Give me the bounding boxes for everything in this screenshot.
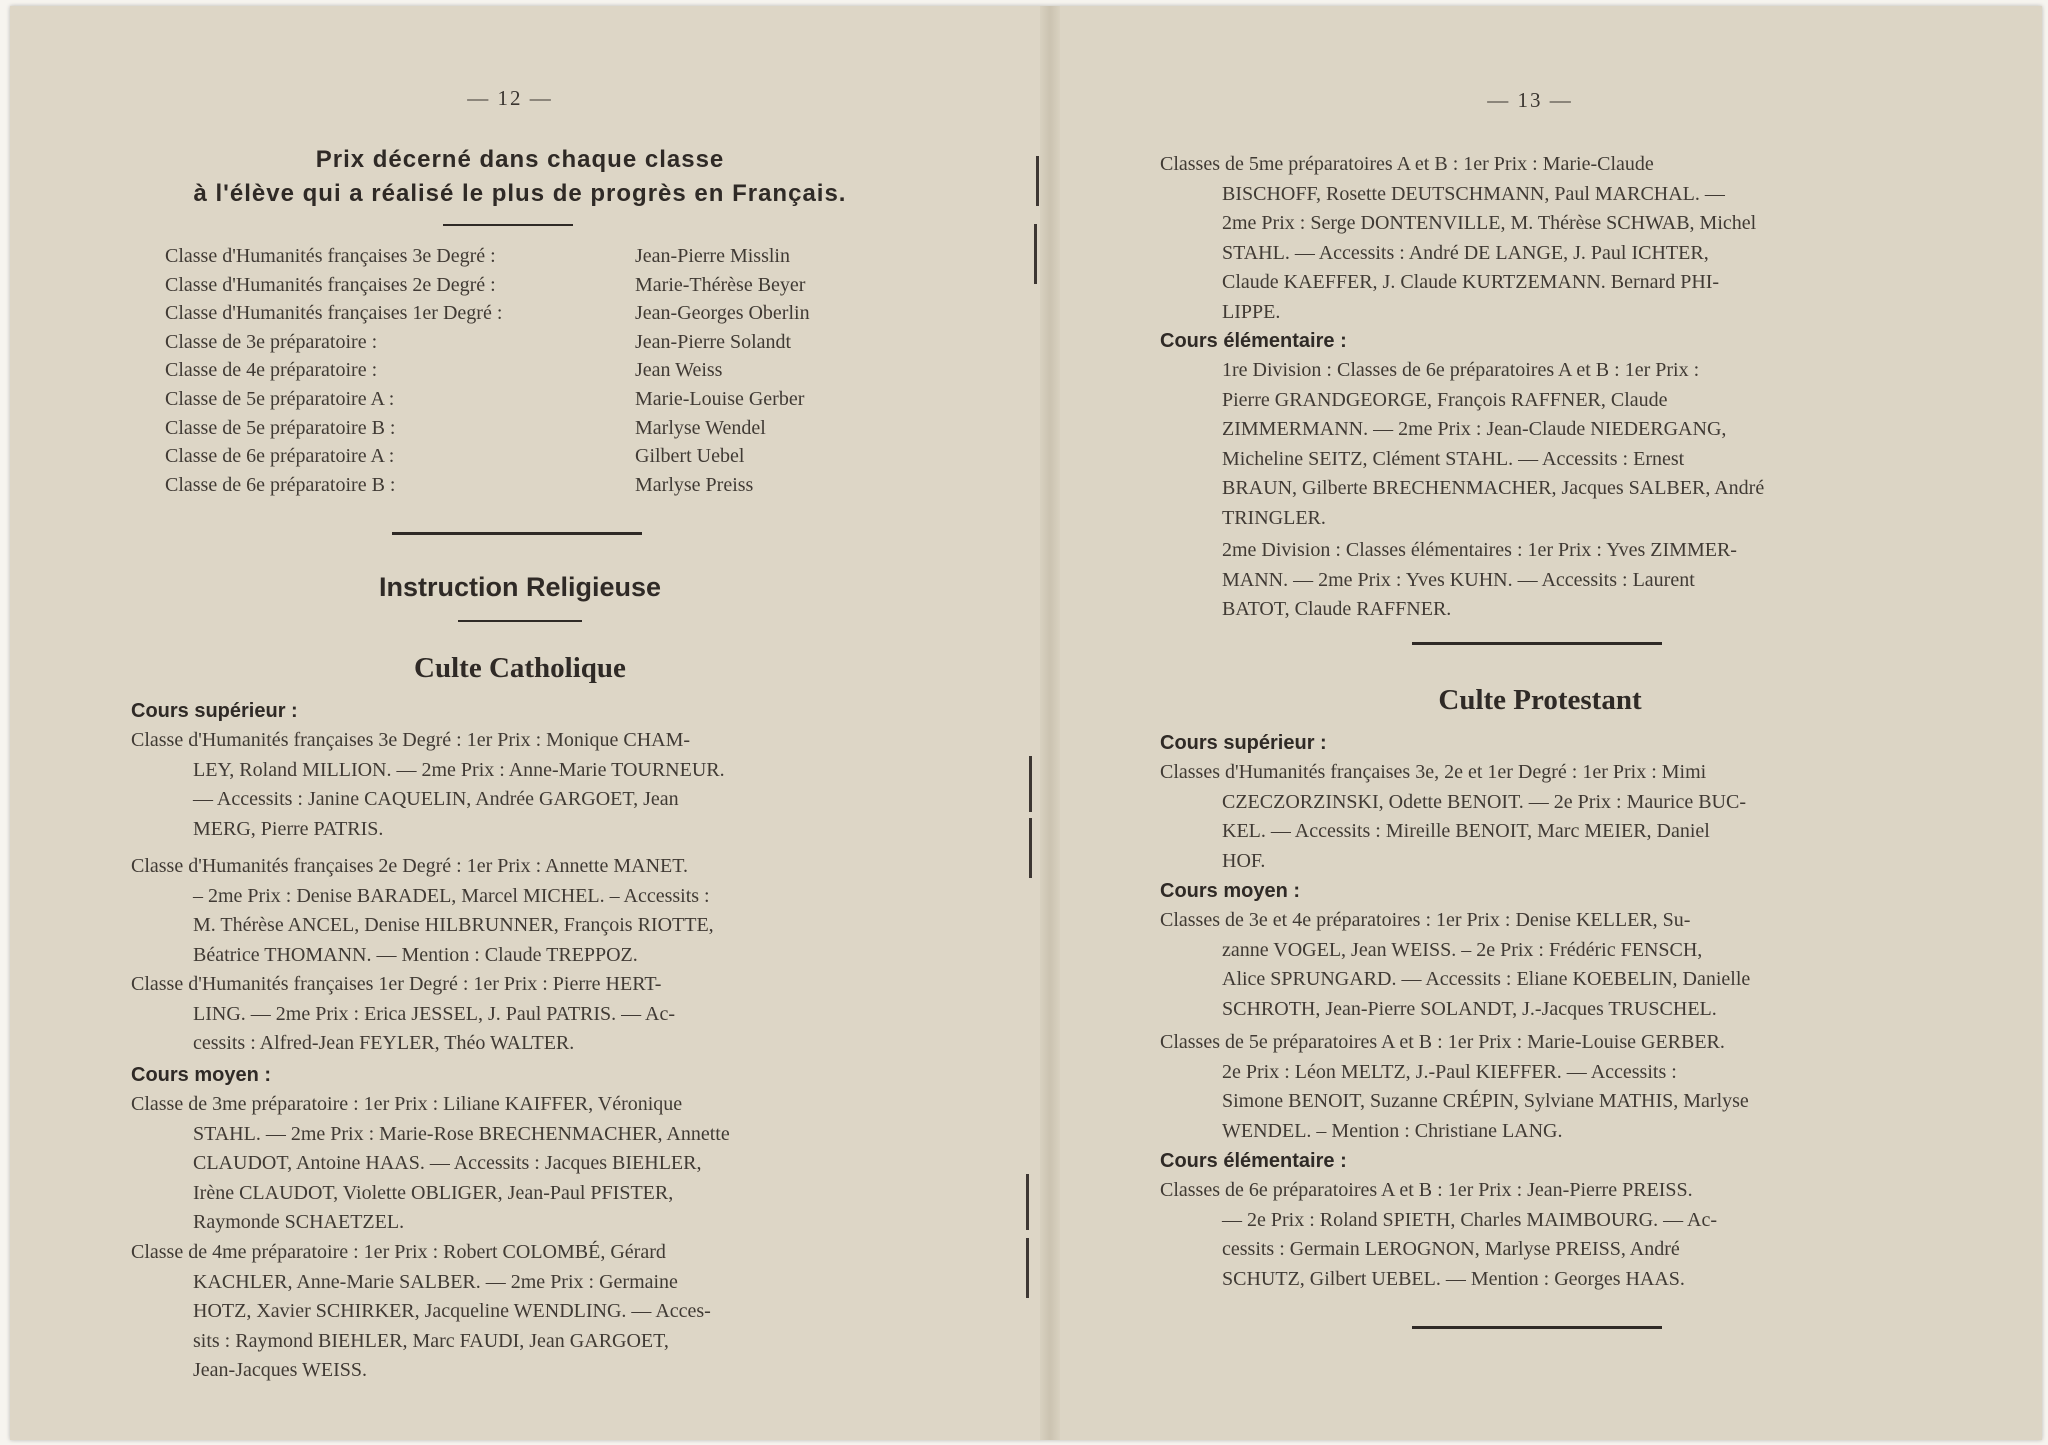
section-underline (458, 620, 582, 622)
prize-entry: Classe de 3me préparatoire : 1er Prix : Liliane KAIFFER, Véronique STAHL. — 2me Prix : Marie-Rose BRECHENMACHER, Annette CLAUDOT, Antoine HAAS. — Accessits : Jacques BIEHLER, Irène CLAUDOT, Violette OBLIGER, Jean-Paul PFISTER, Raymonde SCHAETZEL. (131, 1093, 730, 1233)
prize-entry: Classes de 5me préparatoires A et B : 1er Prix : Marie-Claude BISCHOFF, Rosette DEUTSCHMANN, Paul MARCHAL. — 2me Prix : Serge DONTENVILLE, M. Thérèse SCHWAB, Michel STAHL. — Accessits : André DE LANGE, J. Paul ICHTER, Claude KAEFFER, J. Claude KURTZEMANN. Bernard PHI- LIPPE. (1160, 153, 1757, 323)
end-divider (1412, 1326, 1662, 1329)
prize-entry: Classe d'Humanités françaises 2e Degré : 1er Prix : Annette MANET. – 2me Prix : Denise BARADEL, Marcel MICHEL. – Accessits : M. Thérèse ANCEL, Denise HILBRUNNER, François RIOTTE, Béatrice THOMANN. — Mention : Claude TREPPOZ. (131, 855, 714, 966)
culte-catholique-title: Culte Catholique (414, 652, 626, 684)
page-13 (1050, 6, 2042, 1440)
binding-stitch (1036, 156, 1039, 206)
prize-entry: Classe d'Humanités françaises 1er Degré : 1er Prix : Pierre HERT- LING. — 2me Prix : Erica JESSEL, J. Paul PATRIS. — Ac- cessits : Alfred-Jean FEYLER, Théo WALTER. (131, 973, 676, 1054)
binding-stitch (1029, 818, 1032, 878)
binding-gutter (1040, 6, 1060, 1440)
cours-superieur-label: Cours supérieur : (131, 700, 298, 722)
section-divider (1412, 642, 1662, 645)
prize-entry: Classe d'Humanités françaises 3e Degré : 1er Prix : Monique CHAM- LEY, Roland MILLION. — 2me Prix : Anne-Marie TOURNEUR. — Accessits : Janine CAQUELIN, Andrée GARGOET, Jean MERG, Pierre PATRIS. (131, 729, 725, 840)
cours-elementaire-label: Cours élémentaire : (1160, 330, 1347, 352)
binding-stitch (1034, 224, 1037, 284)
cours-superieur-label: Cours supérieur : (1160, 732, 1327, 754)
prize-entry: Classes d'Humanités françaises 3e, 2e et 1er Degré : 1er Prix : Mimi CZECZORZINSKI, Odette BENOIT. — 2e Prix : Maurice BUC- KEL. — Accessits : Mireille BENOIT, Marc MEIER, Daniel HOF. (1160, 761, 1746, 872)
binding-stitch (1029, 756, 1032, 812)
prize-entry: Classes de 3e et 4e préparatoires : 1er Prix : Denise KELLER, Su- zanne VOGEL, Jean WEISS. – 2e Prix : Frédéric FENSCH, Alice SPRUNGARD. — Accessits : Eliane KOEBELIN, Danielle SCHROTH, Jean-Pierre SOLANDT, J.-Jacques TRUSCHEL. (1160, 909, 1751, 1020)
page-number: — 12 — (467, 86, 553, 110)
section-divider (392, 532, 642, 535)
booklet-spread (10, 6, 2042, 1440)
binding-stitch (1026, 1238, 1029, 1298)
prize-entry: Classes de 5e préparatoires A et B : 1er Prix : Marie-Louise GERBER. 2e Prix : Léon MELTZ, J.-Paul KIEFFER. — Accessits : Simone BENOIT, Suzanne CRÉPIN, Sylviane MATHIS, Marlyse WENDEL. – Mention : Christiane LANG. (1160, 1031, 1749, 1142)
binding-stitch (1026, 1174, 1029, 1230)
cours-moyen-label: Cours moyen : (1160, 880, 1301, 902)
progress-prize-heading-line2: à l'élève qui a réalisé le plus de progrès en Français. (193, 180, 847, 207)
prize-entry: 1re Division : Classes de 6e préparatoires A et B : 1er Prix : Pierre GRANDGEORGE, François RAFFNER, Claude ZIMMERMANN. — 2me Prix : Jean-Claude NIEDERGANG, Micheline SEITZ, Clément STAHL. — Accessits : Ernest BRAUN, Gilberte BRECHENMACHER, Jacques SALBER, André TRINGLER. (1222, 359, 1765, 529)
culte-protestant-title: Culte Protestant (1438, 684, 1642, 716)
heading-underline (443, 224, 573, 226)
prize-entry: 2me Division : Classes élémentaires : 1er Prix : Yves ZIMMER- MANN. — 2me Prix : Yves KUHN. — Accessits : Laurent BATOT, Claude RAFFNER. (1222, 539, 1737, 620)
page-number: — 13 — (1487, 88, 1573, 112)
section-title: Instruction Religieuse (378, 572, 662, 602)
progress-prize-heading-line1: Prix décerné dans chaque classe (315, 146, 725, 173)
cours-moyen-label: Cours moyen : (131, 1064, 272, 1086)
cours-elementaire-label: Cours élémentaire : (1160, 1150, 1347, 1172)
prize-entry: Classe de 4me préparatoire : 1er Prix : Robert COLOMBÉ, Gérard KACHLER, Anne-Marie SALBER. — 2me Prix : Germaine HOTZ, Xavier SCHIRKER, Jacqueline WENDLING. — Acces- sits : Raymond BIEHLER, Marc FAUDI, Jean GARGOET, Jean-Jacques WEISS. (131, 1241, 711, 1381)
page-12: — 12 — Prix décerné dans chaque classe à l'élève qui a réalisé le plus de progrès en Français. Classe d'Humanités françaises 3e Degré : Jean-Pierre Misslin Classe d'Humanités françaises 2e Degré : Marie-Thérèse Beyer Classe d'Humanités françaises 1er Degré : Jean-Georges Oberlin Classe de 3e préparatoire : Jean-Pierre Solandt Classe de 4e préparatoire : Jean Weiss Classe de 5e préparatoire A : Marie-Louise Gerber Classe de 5e préparatoire B : Marlyse Wendel Classe de 6e préparatoire A : Gilbert Uebel Classe de 6e préparatoire B : Marlyse Preiss Instruction Religieuse Culte Catholique Cours supérieur : Classe d'Humanités françaises 3e Degré : 1er Prix : Monique CHAM- LEY, Roland MILLION. — 2me Prix : Anne-Marie TOURNEUR. — Accessits : Janine CAQUELIN, Andrée GARGOET, Jean MERG, Pierre PATRIS. Classe d'Humanités françaises 2e Degré : 1er Prix : Annette MANET. – 2me Prix : Denise BARADEL, Marcel MICHEL. – Accessits : M. Thérèse ANCEL, Denise HILBRUNNER, François RIOTTE, Béatrice THOMANN. — Mention : Claude TREPPOZ. Classe d'Humanités françaises 1er Degré : 1er Prix : Pierre HERT- LING. — 2me Prix : Erica JESSEL, J. Paul PATRIS. — Ac- cessits : Alfred-Jean FEYLER, Théo WALTER. Cours moyen : Classe de 3me préparatoire : 1er Prix : Liliane KAIFFER, Véronique STAHL. — 2me Prix : Marie-Rose BRECHENMACHER, Annette CLAUDOT, Antoine HAAS. — Accessits : Jacques BIEHLER, Irène CLAUDOT, Violette OBLIGER, Jean-Paul PFISTER, Raymonde SCHAETZEL. Classe de 4me préparatoire : 1er Prix : Robert COLOMBÉ, Gérard KACHLER, Anne-Marie SALBER. — 2me Prix : Germaine HOTZ, Xavier SCHIRKER, Jacqueline WENDLING. — Acces- sits : Raymond BIEHLER, Marc FAUDI, Jean GARGOET, Jean-Jacques WEISS. (10, 6, 1051, 1440)
prize-entry: Classes de 6e préparatoires A et B : 1er Prix : Jean-Pierre PREISS. — 2e Prix : Roland SPIETH, Charles MAIMBOURG. — Ac- cessits : Germain LEROGNON, Marlyse PREISS, André SCHUTZ, Gilbert UEBEL. — Mention : Georges HAAS. (1160, 1179, 1717, 1290)
